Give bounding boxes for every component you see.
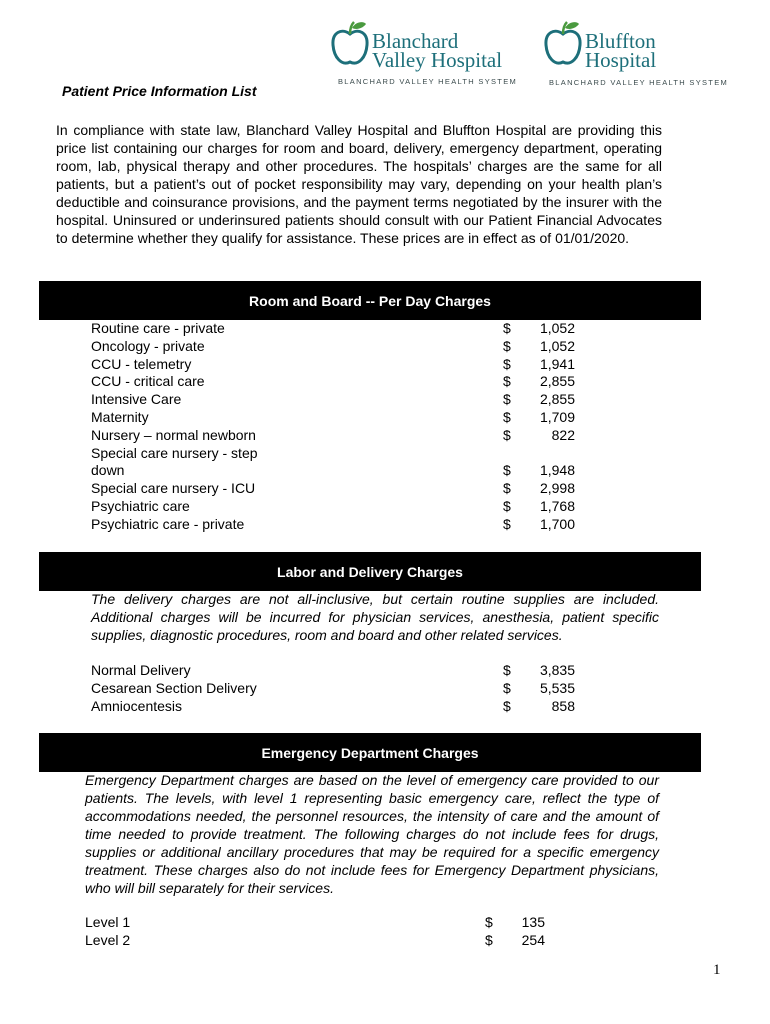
logo-name-line1: Bluffton [585,29,656,53]
price-row [91,409,581,427]
currency-symbol: $ [503,697,511,714]
apple-logo-icon [330,20,370,68]
price-row [85,914,555,932]
currency-symbol: $ [503,426,511,443]
price-row [91,338,581,356]
item-amount: 1,941 [539,355,575,372]
item-amount: 1,052 [539,320,575,336]
item-label: Cesarean Section Delivery [91,679,257,696]
emergency-note: Emergency Department charges are based on the level of emergency care provided to our patients. The levels, with level 1 representing basic emergency care, reflect the type of accommodations needed, the personnel resources, the intensity of care and the amount of time needed to provide treatment. The following charges do not include fees for drugs, supplies or additional ancillary procedures that may be required for a specific emergency treatment. These charges also do not include fees for Emergency Department physicians, who will bill separately for their services. [85,772,659,896]
currency-symbol: $ [485,931,493,948]
item-label: Maternity [91,408,149,425]
item-label: Routine care - private [91,320,225,336]
currency-symbol: $ [503,391,511,408]
item-label: CCU - telemetry [91,355,192,372]
item-label: Oncology - private [91,337,205,354]
document-title: Patient Price Information List [62,83,257,99]
item-label: Special care nursery - ICU [91,480,256,497]
logo-system-name: BLANCHARD VALLEY HEALTH SYSTEM [549,78,729,87]
price-row [91,662,581,680]
currency-symbol: $ [503,373,511,390]
price-row [91,356,581,374]
price-row [91,698,581,716]
page-number: 1 [713,962,721,978]
item-amount: 1,700 [539,515,575,532]
currency-symbol: $ [503,320,511,336]
price-row [85,932,555,950]
intro-paragraph: In compliance with state law, Blanchard Valley Hospital and Bluffton Hospital are providing this price list containing our charges for room and board, delivery, emergency department, operating room, lab, physical therapy and other procedures. The hospitals’ charges are the same for all patients, but a patient’s out of pocket responsibility may vary, depending on your health plan’s deductible and coinsurance provisions, and the payment terms negotiated by the insurer with the hospital. Uninsured or underinsured patients should consult with our Patient Financial Advocates to determine whether they qualify for assistance. These prices are in effect as of 01/01/2020. [56,122,662,246]
price-row [91,445,581,481]
section-heading-emergency: Emergency Department Charges [39,733,701,772]
apple-logo-icon [543,20,583,68]
logo-name-line2: Valley Hospital [372,48,503,72]
item-amount: 5,535 [539,679,575,696]
item-label: Psychiatric care [91,497,190,514]
item-amount: 2,855 [539,373,575,390]
item-label: Nursery – normal newborn [91,426,256,443]
currency-symbol: $ [503,408,511,425]
section-heading-room-board: Room and Board -- Per Day Charges [39,281,701,320]
currency-symbol: $ [503,662,511,678]
item-amount: 1,768 [539,497,575,514]
item-amount: 858 [551,697,575,714]
item-amount: 1,709 [539,408,575,425]
price-row [91,480,581,498]
logo-system-name: BLANCHARD VALLEY HEALTH SYSTEM [338,77,518,86]
price-row [91,373,581,391]
currency-symbol: $ [503,679,511,696]
item-label: Amniocentesis [91,697,183,714]
price-row [91,320,581,338]
currency-symbol: $ [503,337,511,354]
section-heading-labor-delivery: Labor and Delivery Charges [39,552,701,591]
item-amount: 2,855 [539,391,575,408]
currency-symbol: $ [503,497,511,514]
labor-delivery-note: The delivery charges are not all-inclusive, but certain routine supplies are included. Additional charges will be incurred for physician services, anesthesia, patient specific supplies, diagnostic procedures, room and board and other related services. [91,591,659,643]
currency-symbol: $ [503,480,511,497]
price-row [91,427,581,445]
item-amount: 2,998 [539,480,575,497]
item-label: Psychiatric care - private [91,515,245,532]
room-board-list [91,320,581,534]
labor-delivery-list [91,662,581,715]
item-amount: 135 [521,914,545,930]
price-row [91,516,581,534]
price-row [91,680,581,698]
item-amount: 822 [551,426,575,443]
logo-name-line1: Blanchard [372,29,459,53]
logo-name-line2: Hospital [585,48,657,72]
item-amount: 1,948 [539,462,575,479]
item-label: Special care nursery - step down [91,444,258,479]
emergency-list [85,914,555,950]
item-label: Level 1 [85,914,131,930]
currency-symbol: $ [503,462,511,479]
item-label: Level 2 [85,931,131,948]
price-row [91,498,581,516]
currency-symbol: $ [503,355,511,372]
item-amount: 254 [521,931,545,948]
price-row [91,391,581,409]
currency-symbol: $ [503,515,511,532]
item-label: Intensive Care [91,391,182,408]
currency-symbol: $ [485,914,493,930]
item-label: CCU - critical care [91,373,205,390]
item-amount: 1,052 [539,337,575,354]
bluffton-hospital-logo [543,20,733,90]
item-label: Normal Delivery [91,662,191,678]
blanchard-valley-hospital-logo [330,20,520,90]
item-amount: 3,835 [539,662,575,678]
